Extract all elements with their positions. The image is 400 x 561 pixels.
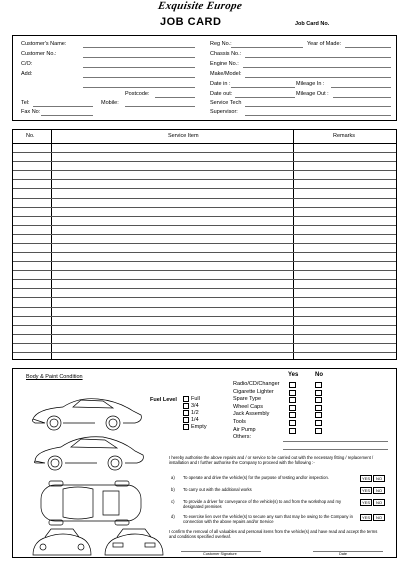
checklist-no-checkbox[interactable] (315, 412, 322, 418)
yes-header: Yes (288, 372, 299, 378)
customer-no-field[interactable] (83, 57, 195, 58)
chassis-no-field[interactable] (245, 57, 391, 58)
service-table (12, 129, 397, 360)
table-row[interactable] (13, 216, 397, 217)
customer-signature-label: Customer Signature (203, 552, 237, 556)
others-field-1[interactable] (283, 441, 388, 442)
address-field-2[interactable] (83, 87, 195, 88)
table-row[interactable] (13, 179, 397, 180)
mileage-out-label: Mileage Out : (296, 91, 329, 97)
auth-item-letter: c) (171, 499, 175, 504)
checklist-item-label: Spare Type (233, 396, 262, 403)
table-row[interactable] (13, 188, 397, 189)
checklist-item-label: Jack Assembly (233, 411, 270, 418)
checklist-no-checkbox[interactable] (315, 397, 322, 403)
reg-no-label: Reg No.: (210, 41, 232, 47)
checklist-yes-checkbox[interactable] (289, 428, 296, 434)
supervisor-field[interactable] (245, 115, 391, 116)
fuel-3-4-label: 3/4 (191, 403, 199, 409)
table-row[interactable] (13, 243, 397, 244)
table-row[interactable] (13, 198, 397, 199)
fuel-full-label: Full (191, 396, 200, 402)
table-row[interactable] (13, 225, 397, 226)
auth-no-box[interactable]: NO (373, 499, 385, 506)
customer-no-label: Customer No.: (21, 51, 57, 57)
checklist-item-label: Tools (233, 419, 246, 425)
table-row[interactable] (13, 307, 397, 308)
service-table-header (13, 130, 397, 144)
table-row[interactable] (13, 352, 397, 353)
auth-item-text: To carry out with the additional works (183, 487, 252, 492)
checklist-no-checkbox[interactable] (315, 390, 322, 396)
postcode-label: Postcode: (125, 91, 150, 97)
date-out-field[interactable] (235, 97, 295, 98)
customer-name-label: Customer's Name: (21, 41, 67, 47)
table-row[interactable] (13, 170, 397, 171)
page-title: JOB CARD (160, 16, 222, 28)
date-in-label: Date in : (210, 81, 231, 87)
date-signature-label: Date (339, 552, 348, 556)
mobile-field[interactable] (125, 106, 195, 107)
checklist-yes-checkbox[interactable] (289, 412, 296, 418)
auth-yes-box[interactable]: YES (361, 488, 370, 493)
col-service-item-header: Service Item (168, 133, 199, 139)
year-label: Year of Made: (307, 41, 342, 47)
fax-label: Fax No: (21, 109, 41, 115)
checklist-no-checkbox[interactable] (315, 428, 322, 434)
service-tech-field[interactable] (245, 106, 391, 107)
checklist-no-checkbox[interactable] (315, 382, 322, 388)
co-label: C/O: (21, 61, 33, 67)
job-card-no-label: Job Card No. (295, 21, 330, 27)
checklist-yes-checkbox[interactable] (289, 382, 296, 388)
table-row[interactable] (13, 161, 397, 162)
table-row[interactable] (13, 334, 397, 335)
fuel-1-4-checkbox[interactable] (183, 417, 189, 423)
tel-field[interactable] (33, 106, 93, 107)
table-row[interactable] (13, 343, 397, 344)
checklist-item-label: Wheel Caps (233, 403, 263, 410)
car-top-view-icon (41, 481, 141, 525)
date-signature-field[interactable] (313, 551, 383, 552)
table-row[interactable] (13, 261, 397, 262)
table-row[interactable] (13, 270, 397, 271)
table-row[interactable] (13, 234, 397, 235)
fuel-level-label: Fuel Level (150, 397, 177, 403)
fuel-full-checkbox[interactable] (183, 396, 189, 402)
body-paint-label: Body & Paint Condition (26, 374, 83, 380)
checklist-no-checkbox[interactable] (315, 420, 322, 426)
fuel-1-2-label: 1/2 (191, 410, 199, 416)
fuel-1-4-label: 1/4 (191, 417, 199, 423)
others-field-2[interactable] (283, 449, 388, 450)
auth-item-letter: b) (171, 487, 175, 492)
service-tech-label: Service Tech (210, 100, 242, 106)
car-front-view-icon (33, 529, 91, 555)
fuel-3-4-checkbox[interactable] (183, 403, 189, 409)
checklist-item-label: Radio/CD/Changer (233, 381, 280, 387)
auth-item-letter: a) (171, 475, 175, 480)
supervisor-label: Supervisor: (210, 109, 238, 115)
table-row[interactable] (13, 288, 397, 289)
no-header: No (315, 372, 323, 378)
date-in-field[interactable] (231, 87, 295, 88)
co-field[interactable] (83, 67, 195, 68)
address-label: Add: (21, 71, 33, 77)
postcode-field[interactable] (155, 97, 195, 98)
car-diagrams (23, 385, 173, 560)
reg-no-field[interactable] (231, 47, 303, 48)
mobile-label: Mobile: (101, 100, 119, 106)
date-out-label: Date out: (210, 91, 233, 97)
authorise-text: I hereby authorise the above repairs and / or service to be carried out with the necessary fitting / replacement / installation and I further authorise the Company to proceed with the following :- (169, 455, 374, 465)
fuel-1-2-checkbox[interactable] (183, 410, 189, 416)
mileage-in-field[interactable] (331, 87, 391, 88)
auth-item-text: To exercise lien over the vehicle(s) to secure any sum that may be owing to the Company in connection with the above repairs and/or Service (183, 514, 353, 524)
table-row[interactable] (13, 279, 397, 280)
tel-label: Tel: (21, 100, 30, 106)
col-remarks-header: Remarks (333, 133, 356, 139)
address-field-1[interactable] (83, 77, 195, 78)
mileage-out-field[interactable] (333, 97, 391, 98)
table-row[interactable] (13, 207, 397, 208)
checklist-item-label: Air Pump (233, 426, 256, 433)
auth-no-box[interactable]: NO (373, 475, 385, 482)
auth-yes-box[interactable]: YES (361, 500, 370, 505)
logo-text: Exquisite Europe (157, 0, 244, 12)
car-rear-view-icon (105, 529, 163, 555)
auth-item-text: To operate and drive the vehicle(s) for the purpose of testing and/or inspection. (183, 475, 329, 480)
confirm-text: I confirm the removal of all valuables and personal items from the vehicle(s) and have read and accept the terms and conditions specified overleaf. (169, 529, 378, 539)
auth-no-box[interactable]: NO (373, 514, 385, 521)
condition-section (12, 368, 397, 558)
car-side-view-icon (32, 399, 141, 430)
checklist-yes-checkbox[interactable] (289, 397, 296, 403)
auth-no-box[interactable]: NO (373, 487, 385, 494)
fax-field[interactable] (41, 115, 93, 116)
make-model-label: Make/Model: (210, 71, 242, 77)
fuel-empty-label: Empty (191, 424, 207, 430)
company-logo (130, 0, 270, 14)
auth-yes-box[interactable]: YES (361, 476, 370, 481)
table-row[interactable] (13, 316, 397, 317)
customer-vehicle-section (12, 35, 397, 121)
auth-item-letter: d) (171, 514, 175, 519)
car-side-view-2-icon (34, 437, 143, 470)
checklist-no-checkbox[interactable] (315, 405, 322, 411)
table-row[interactable] (13, 152, 397, 153)
checklist-item-label: Cigarette Lighter (233, 388, 274, 395)
chassis-no-label: Chassis No.: (210, 51, 242, 57)
mileage-in-label: Mileage In : (296, 81, 325, 87)
table-row[interactable] (13, 252, 397, 253)
checklist-yes-checkbox[interactable] (289, 390, 296, 396)
auth-item-text: To provide a driver for conveyance of the vehicle(s) to and from the workshop and my designated premises (183, 499, 342, 509)
customer-name-field[interactable] (83, 47, 195, 48)
checklist-item-label: Others: (233, 434, 252, 441)
col-no-header: No. (26, 133, 35, 139)
table-row[interactable] (13, 297, 397, 298)
auth-yes-box[interactable]: YES (361, 515, 370, 520)
fuel-empty-checkbox[interactable] (183, 424, 189, 430)
engine-no-field[interactable] (243, 67, 391, 68)
table-row[interactable] (13, 325, 397, 326)
year-field[interactable] (345, 47, 391, 48)
checklist-yes-checkbox[interactable] (289, 420, 296, 426)
checklist-yes-checkbox[interactable] (289, 405, 296, 411)
engine-no-label: Engine No.: (210, 61, 239, 67)
make-model-field[interactable] (245, 77, 391, 78)
